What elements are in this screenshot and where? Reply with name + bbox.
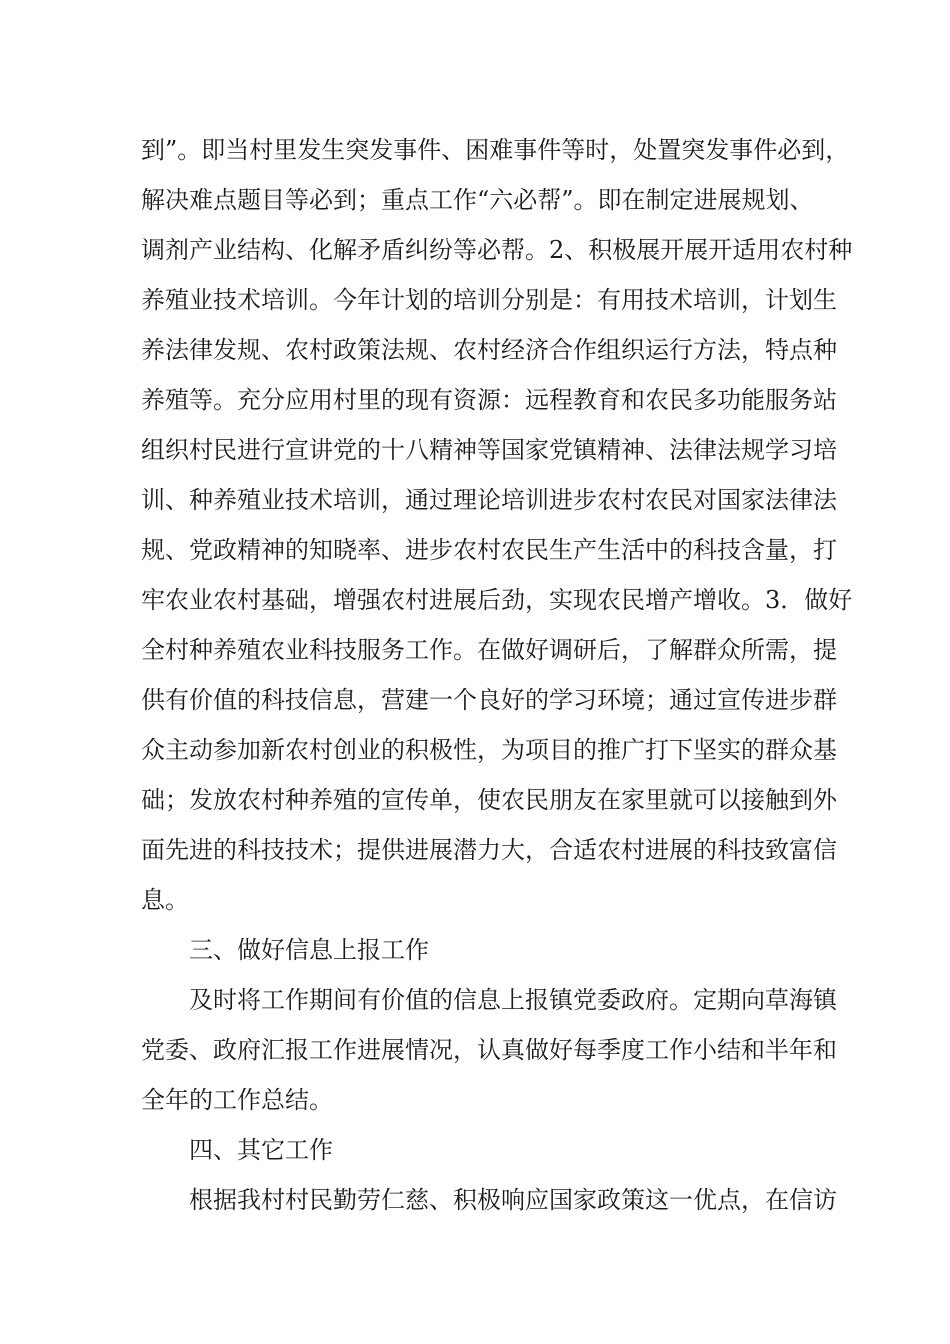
text-line: 组织村民进行宣讲党的十八精神等国家党镇精神、法律法规学习培	[141, 436, 837, 464]
section-heading: 四、其它工作	[189, 1136, 333, 1164]
text-line: 全村种养殖农业科技服务工作。在做好调研后，了解群众所需，提	[141, 636, 837, 664]
text-line: 牢农业农村基础，增强农村进展后劲，实现农民增产增收。3．做好	[141, 586, 853, 614]
text-line: 面先进的科技技术；提供进展潜力大，合适农村进展的科技致富信	[141, 836, 837, 864]
text-line: 养殖等。充分应用村里的现有资源：远程教育和农民多功能服务站	[141, 386, 837, 414]
text-line: 根据我村村民勤劳仁慈、积极响应国家政策这一优点，在信访	[189, 1186, 837, 1214]
text-line: 训、种养殖业技术培训，通过理论培训进步农村农民对国家法律法	[141, 486, 837, 514]
text-line: 供有价值的科技信息，营建一个良好的学习环境；通过宣传进步群	[141, 686, 837, 714]
text-line: 及时将工作期间有价值的信息上报镇党委政府。定期向草海镇	[189, 986, 837, 1014]
text-line: 调剂产业结构、化解矛盾纠纷等必帮。2、积极展开展开适用农村种	[141, 236, 853, 264]
text-line: 众主动参加新农村创业的积极性，为项目的推广打下坚实的群众基	[141, 736, 837, 764]
text-line: 础；发放农村种养殖的宣传单，使农民朋友在家里就可以接触到外	[141, 786, 837, 814]
text-line: 养法律发规、农村政策法规、农村经济合作组织运行方法，特点种	[141, 336, 837, 364]
text-line: 全年的工作总结。	[141, 1086, 333, 1114]
text-line: 规、党政精神的知晓率、进步农村农民生产生活中的科技含量，打	[141, 536, 837, 564]
section-heading: 三、做好信息上报工作	[189, 936, 429, 964]
text-line: 养殖业技术培训。今年计划的培训分别是：有用技术培训，计划生	[141, 286, 837, 314]
text-line: 党委、政府汇报工作进展情况，认真做好每季度工作小结和半年和	[141, 1036, 837, 1064]
text-line: 息。	[141, 886, 189, 914]
text-line: 解决难点题目等必到；重点工作“六必帮”。即在制定进展规划、	[141, 186, 814, 214]
text-line: 到”。即当村里发生突发事件、困难事件等时，处置突发事件必到，	[141, 136, 850, 164]
